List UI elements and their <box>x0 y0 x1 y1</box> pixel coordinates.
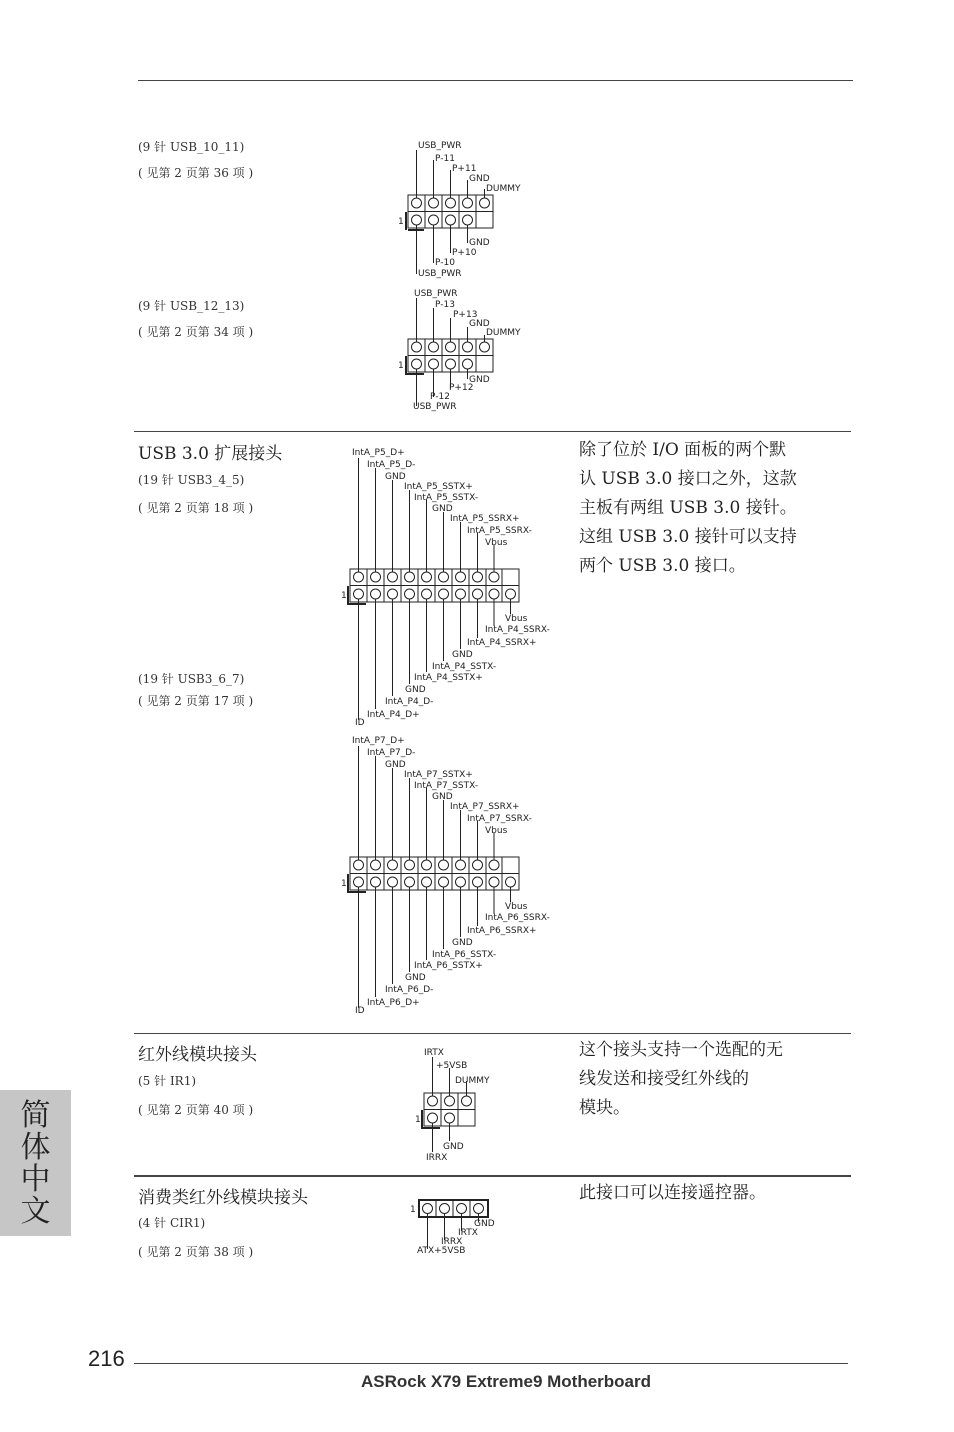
usb2-b-bottom-2: P-12 <box>430 392 450 402</box>
usb3-b-top-0: IntA_P7_D+ <box>352 736 405 746</box>
usb3-desc-line: 除了位於 I/O 面板的两个默 <box>579 440 787 460</box>
usb3-b-ref: ( 见第 2 页第 17 项 ) <box>138 694 254 708</box>
usb3-b-top-6: IntA_P7_SSRX+ <box>450 802 520 812</box>
usb3-b-pins: (19 针 USB3_6_7) <box>138 672 245 686</box>
usb2-b-top-1: P-13 <box>435 300 455 310</box>
usb3-a-top-1: IntA_P5_D- <box>367 460 416 470</box>
usb3-b-bottom-9: ID <box>355 1006 365 1016</box>
usb2-b-bottom-0: GND <box>469 375 490 385</box>
usb2-b-ref: ( 见第 2 页第 34 项 ) <box>138 325 254 339</box>
usb3-b-top-3: IntA_P7_SSTX+ <box>404 770 473 780</box>
usb2-a-top-3: GND <box>469 174 490 184</box>
usb2-b-top-2: P+13 <box>453 310 478 320</box>
ir-desc-line: 线发送和接受红外线的 <box>579 1069 749 1089</box>
cir-pins: (4 针 CIR1) <box>138 1216 206 1230</box>
usb2-a-pins: (9 针 USB_10_11) <box>138 140 245 154</box>
usb2-b-top-0: USB_PWR <box>414 289 458 299</box>
usb3-a-top-8: Vbus <box>485 538 508 548</box>
usb3-a-pin1: 1 <box>341 591 347 601</box>
ir-pin1: 1 <box>415 1115 421 1125</box>
usb3-a-top-0: IntA_P5_D+ <box>352 448 405 458</box>
usb2-a-top-4: DUMMY <box>486 184 521 194</box>
usb2-b-top-4: DUMMY <box>486 328 521 338</box>
usb2-a-top-0: USB_PWR <box>418 141 462 151</box>
ir-bottom-0: GND <box>443 1142 464 1152</box>
cir-desc-line: 此接口可以连接遥控器。 <box>579 1183 766 1203</box>
usb3-a-pins: (19 针 USB3_4_5) <box>138 473 245 487</box>
usb2-a-bottom-1: P+10 <box>452 248 477 258</box>
usb3-b-top-7: IntA_P7_SSRX- <box>467 814 532 824</box>
usb3-a-bottom-3: GND <box>452 650 473 660</box>
usb3-b-top-2: GND <box>385 760 406 770</box>
usb3-a-bottom-9: ID <box>355 718 365 728</box>
usb3-a-top-4: IntA_P5_SSTX- <box>414 493 479 503</box>
usb3-a-bottom-4: IntA_P4_SSTX- <box>432 662 497 672</box>
usb2-b-pins: (9 针 USB_12_13) <box>138 299 245 313</box>
cir-title: 消费类红外线模块接头 <box>138 1188 308 1208</box>
side-tab-char-3: 文 <box>20 1194 51 1229</box>
side-tab-char-0: 简 <box>20 1098 51 1133</box>
usb2-b-pin1: 1 <box>398 361 404 371</box>
usb2-a-ref: ( 见第 2 页第 36 项 ) <box>138 166 254 180</box>
usb3-a-bottom-7: IntA_P4_D- <box>385 697 434 707</box>
ir-desc-line: 模块。 <box>579 1098 630 1118</box>
usb3-desc-line: 认 USB 3.0 接口之外，这款 <box>579 469 797 489</box>
usb3-a-top-7: IntA_P5_SSRX- <box>467 526 532 536</box>
usb3-a-bottom-1: IntA_P4_SSRX- <box>485 625 550 635</box>
usb3-a-top-5: GND <box>432 504 453 514</box>
usb3-b-bottom-6: GND <box>405 973 426 983</box>
usb3-a-bottom-6: GND <box>405 685 426 695</box>
side-tab-char-2: 中 <box>20 1162 51 1197</box>
cir-label-2: IRRX <box>441 1237 463 1247</box>
usb3-b-bottom-5: IntA_P6_SSTX+ <box>414 961 483 971</box>
usb3-b-top-8: Vbus <box>485 826 508 836</box>
usb3-desc-line: 主板有两组 USB 3.0 接针。 <box>579 498 797 518</box>
usb2-b-bottom-1: P+12 <box>449 383 474 393</box>
usb2-b-bottom-3: USB_PWR <box>413 402 457 412</box>
usb2-b-top-3: GND <box>469 319 490 329</box>
side-tab-char-1: 体 <box>20 1130 51 1165</box>
ir-desc-line: 这个接头支持一个选配的无 <box>579 1040 783 1060</box>
usb3-b-bottom-2: IntA_P6_SSRX+ <box>467 926 537 936</box>
footer-rule <box>134 1363 848 1364</box>
usb3-b-bottom-0: Vbus <box>505 902 528 912</box>
usb2-a-top-1: P-11 <box>435 154 455 164</box>
usb3-b-pin1: 1 <box>341 879 347 889</box>
usb3-b-bottom-3: GND <box>452 938 473 948</box>
usb3-title: USB 3.0 扩展接头 <box>138 444 283 464</box>
cir-label-1: IRTX <box>458 1228 478 1238</box>
cir-pin1: 1 <box>410 1205 416 1215</box>
usb2-a-top-2: P+11 <box>452 164 477 174</box>
usb3-b-bottom-7: IntA_P6_D- <box>385 985 434 995</box>
usb3-b-top-4: IntA_P7_SSTX- <box>414 781 479 791</box>
language-side-tab <box>0 1090 71 1236</box>
ir-top-0: IRTX <box>424 1048 444 1058</box>
page-number: 216 <box>88 1346 125 1371</box>
usb3-b-bottom-1: IntA_P6_SSRX- <box>485 913 550 923</box>
cir-label-0: GND <box>474 1219 495 1229</box>
footer-title: ASRock X79 Extreme9 Motherboard <box>360 1372 652 1391</box>
usb3-desc-line: 两个 USB 3.0 接口。 <box>579 556 746 576</box>
usb2-a-bottom-0: GND <box>469 238 490 248</box>
ir-ref: ( 见第 2 页第 40 项 ) <box>138 1103 254 1117</box>
ir-top-1: +5VSB <box>436 1061 468 1071</box>
usb2-a-bottom-3: USB_PWR <box>418 269 462 279</box>
ir-pins: (5 针 IR1) <box>138 1074 197 1088</box>
usb3-b-top-1: IntA_P7_D- <box>367 748 416 758</box>
usb3-b-bottom-8: IntA_P6_D+ <box>367 998 420 1008</box>
usb3-a-bottom-8: IntA_P4_D+ <box>367 710 420 720</box>
usb3-desc-line: 这组 USB 3.0 接针可以支持 <box>579 527 797 547</box>
usb2-a-bottom-2: P-10 <box>435 258 455 268</box>
usb2-a-pin1: 1 <box>398 217 404 227</box>
ir-bottom-1: IRRX <box>426 1153 448 1163</box>
ir-title: 红外线模块接头 <box>138 1045 257 1065</box>
usb3-a-top-2: GND <box>385 472 406 482</box>
usb3-b-top-5: GND <box>432 792 453 802</box>
usb3-a-ref: ( 见第 2 页第 18 项 ) <box>138 501 254 515</box>
cir-ref: ( 见第 2 页第 38 项 ) <box>138 1245 254 1259</box>
usb3-a-top-3: IntA_P5_SSTX+ <box>404 482 473 492</box>
cir-label-3: ATX+5VSB <box>417 1246 466 1256</box>
usb3-b-bottom-4: IntA_P6_SSTX- <box>432 950 497 960</box>
usb3-a-bottom-0: Vbus <box>505 614 528 624</box>
usb3-a-bottom-2: IntA_P4_SSRX+ <box>467 638 537 648</box>
usb3-a-bottom-5: IntA_P4_SSTX+ <box>414 673 483 683</box>
usb3-a-top-6: IntA_P5_SSRX+ <box>450 514 520 524</box>
ir-top-2: DUMMY <box>455 1076 490 1086</box>
